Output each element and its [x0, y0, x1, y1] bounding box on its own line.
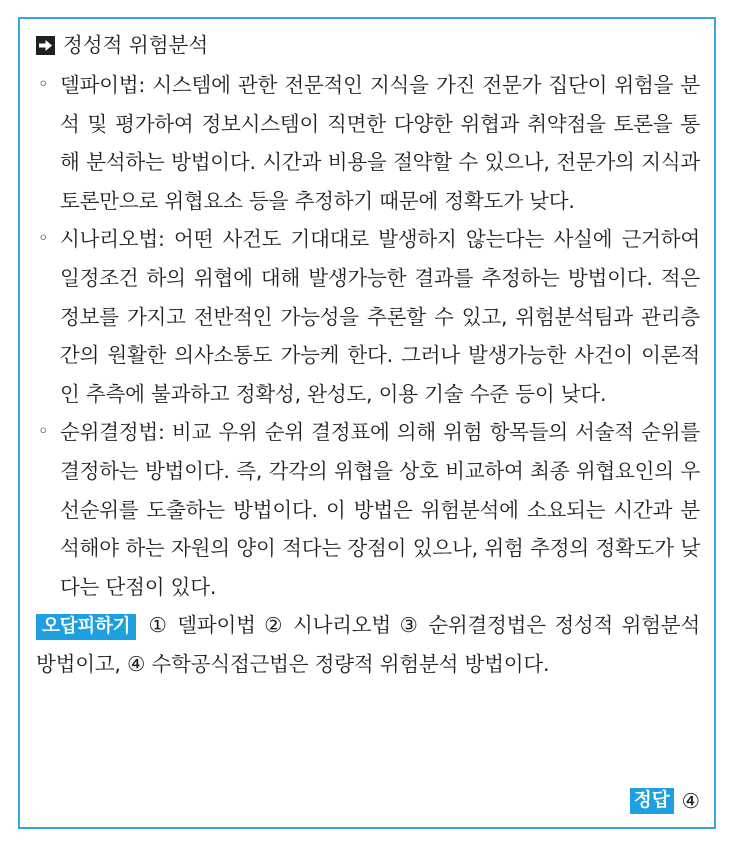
- section-heading-text: 정성적 위험분석: [63, 33, 209, 57]
- method-list: [36, 66, 700, 606]
- section-heading: [36, 32, 700, 58]
- explanation-box: [18, 17, 716, 829]
- wrong-answer-note: [36, 606, 700, 683]
- bullet-marker: ◦: [38, 421, 49, 443]
- list-item-text: 델파이법: 시스템에 관한 전문적인 지식을 가진 전문가 집단이 위험을 분석 및 평가하여 정보시스템이 직면한 다양한 위협과 취약점을 토론을 통해 분석하는 방법이다. 시간과 비용을 절약할 수 있으나, 전문가의 지식과 토론만으로 위협요소 등을 추정하기 때문에 정확도가 낮다.: [60, 73, 700, 213]
- correct-answer: [630, 787, 700, 815]
- list-item-ranking: [36, 413, 700, 606]
- correct-answer-value: ④: [681, 789, 700, 813]
- bullet-marker: ◦: [38, 228, 49, 250]
- right-arrow-box-icon: [36, 36, 55, 55]
- wrong-answer-tag: 오답피하기: [36, 614, 136, 640]
- correct-answer-tag: 정답: [630, 788, 674, 814]
- wrong-answer-text: ① 델파이법 ② 시나리오법 ③ 순위결정법은 정성적 위험분석 방법이고, ④ 수학공식접근법은 정량적 위험분석 방법이다.: [36, 613, 700, 676]
- list-item-scenario: [36, 220, 700, 413]
- list-item-text: 순위결정법: 비교 우위 순위 결정표에 의해 위험 항목들의 서술적 순위를 결정하는 방법이다. 즉, 각각의 위협을 상호 비교하여 최종 위협요인의 우선순위를 도출하는 방법이다. 이 방법은 위험분석에 소요되는 시간과 분석해야 하는 자원의 양이 적다는 장점이 있으나, 위험 추정의 정확도가 낮다는 단점이 있다.: [60, 420, 700, 599]
- list-item-text: 시나리오법: 어떤 사건도 기대대로 발생하지 않는다는 사실에 근거하여 일정조건 하의 위협에 대해 발생가능한 결과를 추정하는 방법이다. 적은 정보를 가지고 전반적인 가능성을 추론할 수 있고, 위험분석팀과 관리층 간의 원활한 의사소통도 가능케 한다. 그러나 발생가능한 사건이 이론적인 추측에 불과하고 정확성, 완성도, 이용 기술 수준 등이 낮다.: [60, 227, 700, 406]
- bullet-marker: ◦: [38, 74, 49, 95]
- list-item-delphi: [36, 66, 700, 220]
